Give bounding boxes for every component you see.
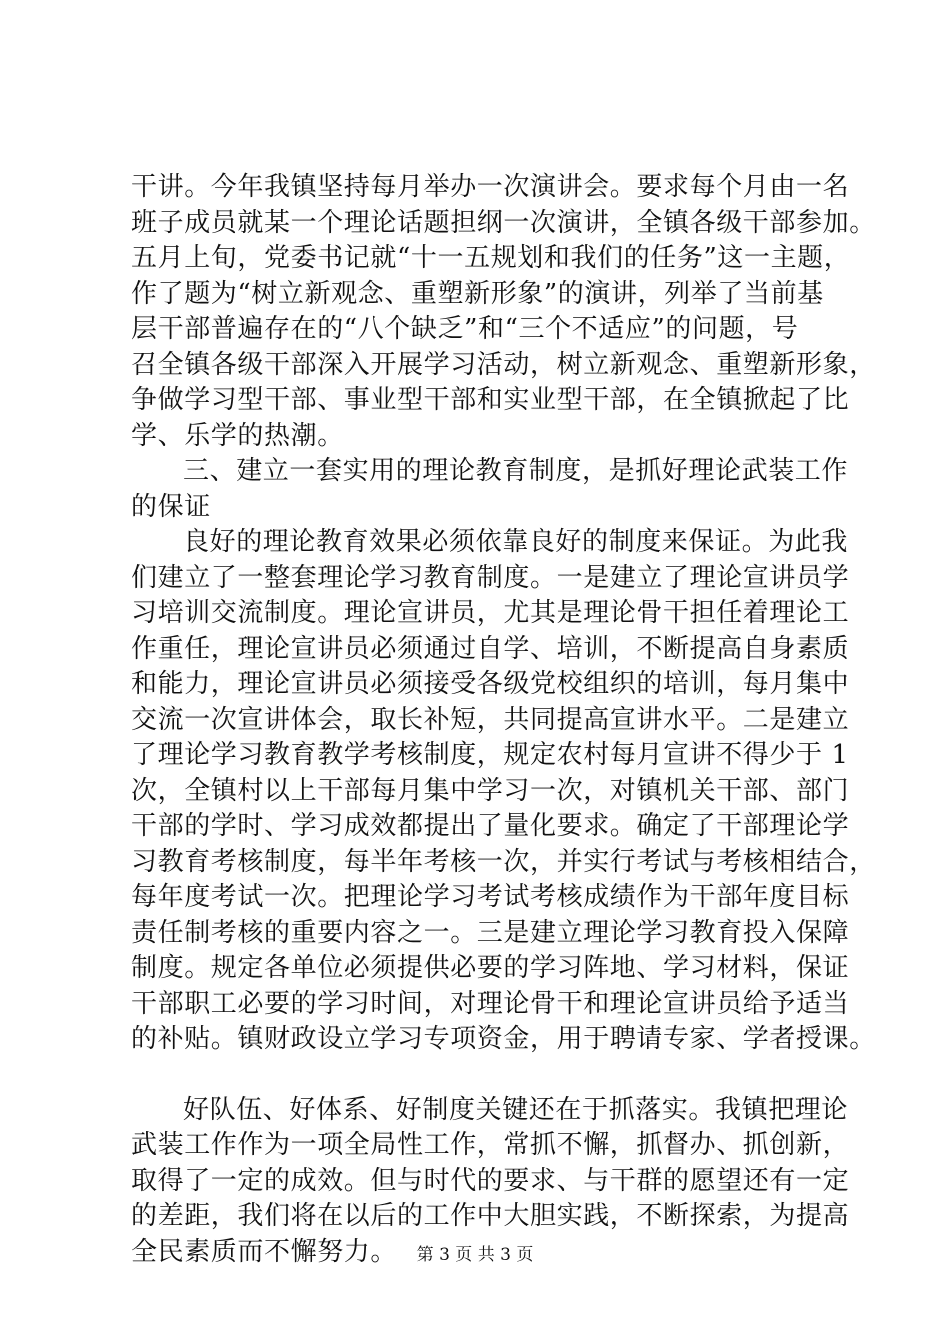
text-line: 干部的学时、学习成效都提出了量化要求。确定了干部理论学 — [131, 811, 850, 841]
text-line: 学、乐学的热潮。 — [131, 420, 344, 451]
text-line: 武装工作作为一项全局性工作，常抓不懈，抓督办、抓创新， — [131, 1130, 850, 1160]
text-line: 好队伍、好体系、好制度关键还在于抓落实。我镇把理论 — [183, 1094, 849, 1125]
text-line: 和能力，理论宣讲员必须接受各级党校组织的培训，每月集中 — [131, 669, 850, 699]
section-heading-continued: 的保证 — [131, 491, 211, 522]
page-number-footer: 第 3 页 共 3 页 — [416, 1245, 534, 1265]
paragraph-gap — [131, 1058, 851, 1093]
text-line: 们建立了一整套理论学习教育制度。一是建立了理论宣讲员学 — [131, 562, 850, 593]
text-line: 了理论学习教育教学考核制度，规定农村每月宣讲不得少于 1 — [131, 740, 849, 770]
text-line: 制度。规定各单位必须提供必要的学习阵地、学习材料，保证 — [131, 953, 850, 983]
text-line: 次，全镇村以上干部每月集中学习一次，对镇机关干部、部门 — [131, 775, 850, 806]
text-line: 五月上旬，党委书记就“十一五规划和我们的任务”这一主题， — [131, 243, 851, 273]
text-line: 的差距，我们将在以后的工作中大胆实践，不断探索，为提高 — [131, 1201, 850, 1231]
text-line: 作了题为“树立新观念、重塑新形象”的演讲，列举了当前基 — [131, 278, 824, 309]
section-heading: 三、建立一套实用的理论教育制度，是抓好理论武装工作 — [183, 456, 849, 486]
text-line: 干讲。今年我镇坚持每月举办一次演讲会。要求每个月由一名 — [131, 172, 850, 202]
text-line: 作重任，理论宣讲员必须通过自学、培训，不断提高自身素质 — [131, 633, 850, 664]
text-line: 争做学习型干部、事业型干部和实业型干部，在全镇掀起了比 — [131, 385, 850, 415]
text-line: 取得了一定的成效。但与时代的要求、与干群的愿望还有一定 — [131, 1165, 850, 1196]
text-line: 班子成员就某一个理论话题担纲一次演讲，全镇各级干部参加。 — [131, 207, 876, 238]
body-text — [131, 170, 876, 1270]
text-line: 每年度考试一次。把理论学习考试考核成绩作为干部年度目标 — [131, 882, 850, 912]
text-line: 良好的理论教育效果必须依靠良好的制度来保证。为此我 — [183, 527, 849, 557]
text-line: 习培训交流制度。理论宣讲员，尤其是理论骨干担任着理论工 — [131, 598, 850, 628]
text-line: 交流一次宣讲体会，取长补短，共同提高宣讲水平。二是建立 — [131, 704, 850, 735]
text-line: 责任制考核的重要内容之一。三是建立理论学习教育投入保障 — [131, 917, 850, 948]
text-line: 层干部普遍存在的“八个缺乏”和“三个不适应”的问题，号 — [131, 314, 799, 344]
text-line: 习教育考核制度，每半年考核一次，并实行考试与考核相结合， — [131, 846, 876, 877]
text-line: 全民素质而不懈努力。 — [131, 1236, 398, 1267]
text-line: 干部职工必要的学习时间，对理论骨干和理论宣讲员给予适当 — [131, 988, 850, 1019]
text-line: 召全镇各级干部深入开展学习活动，树立新观念、重塑新形象， — [131, 349, 876, 380]
text-line: 的补贴。镇财政设立学习专项资金，用于聘请专家、学者授课。 — [131, 1024, 876, 1054]
